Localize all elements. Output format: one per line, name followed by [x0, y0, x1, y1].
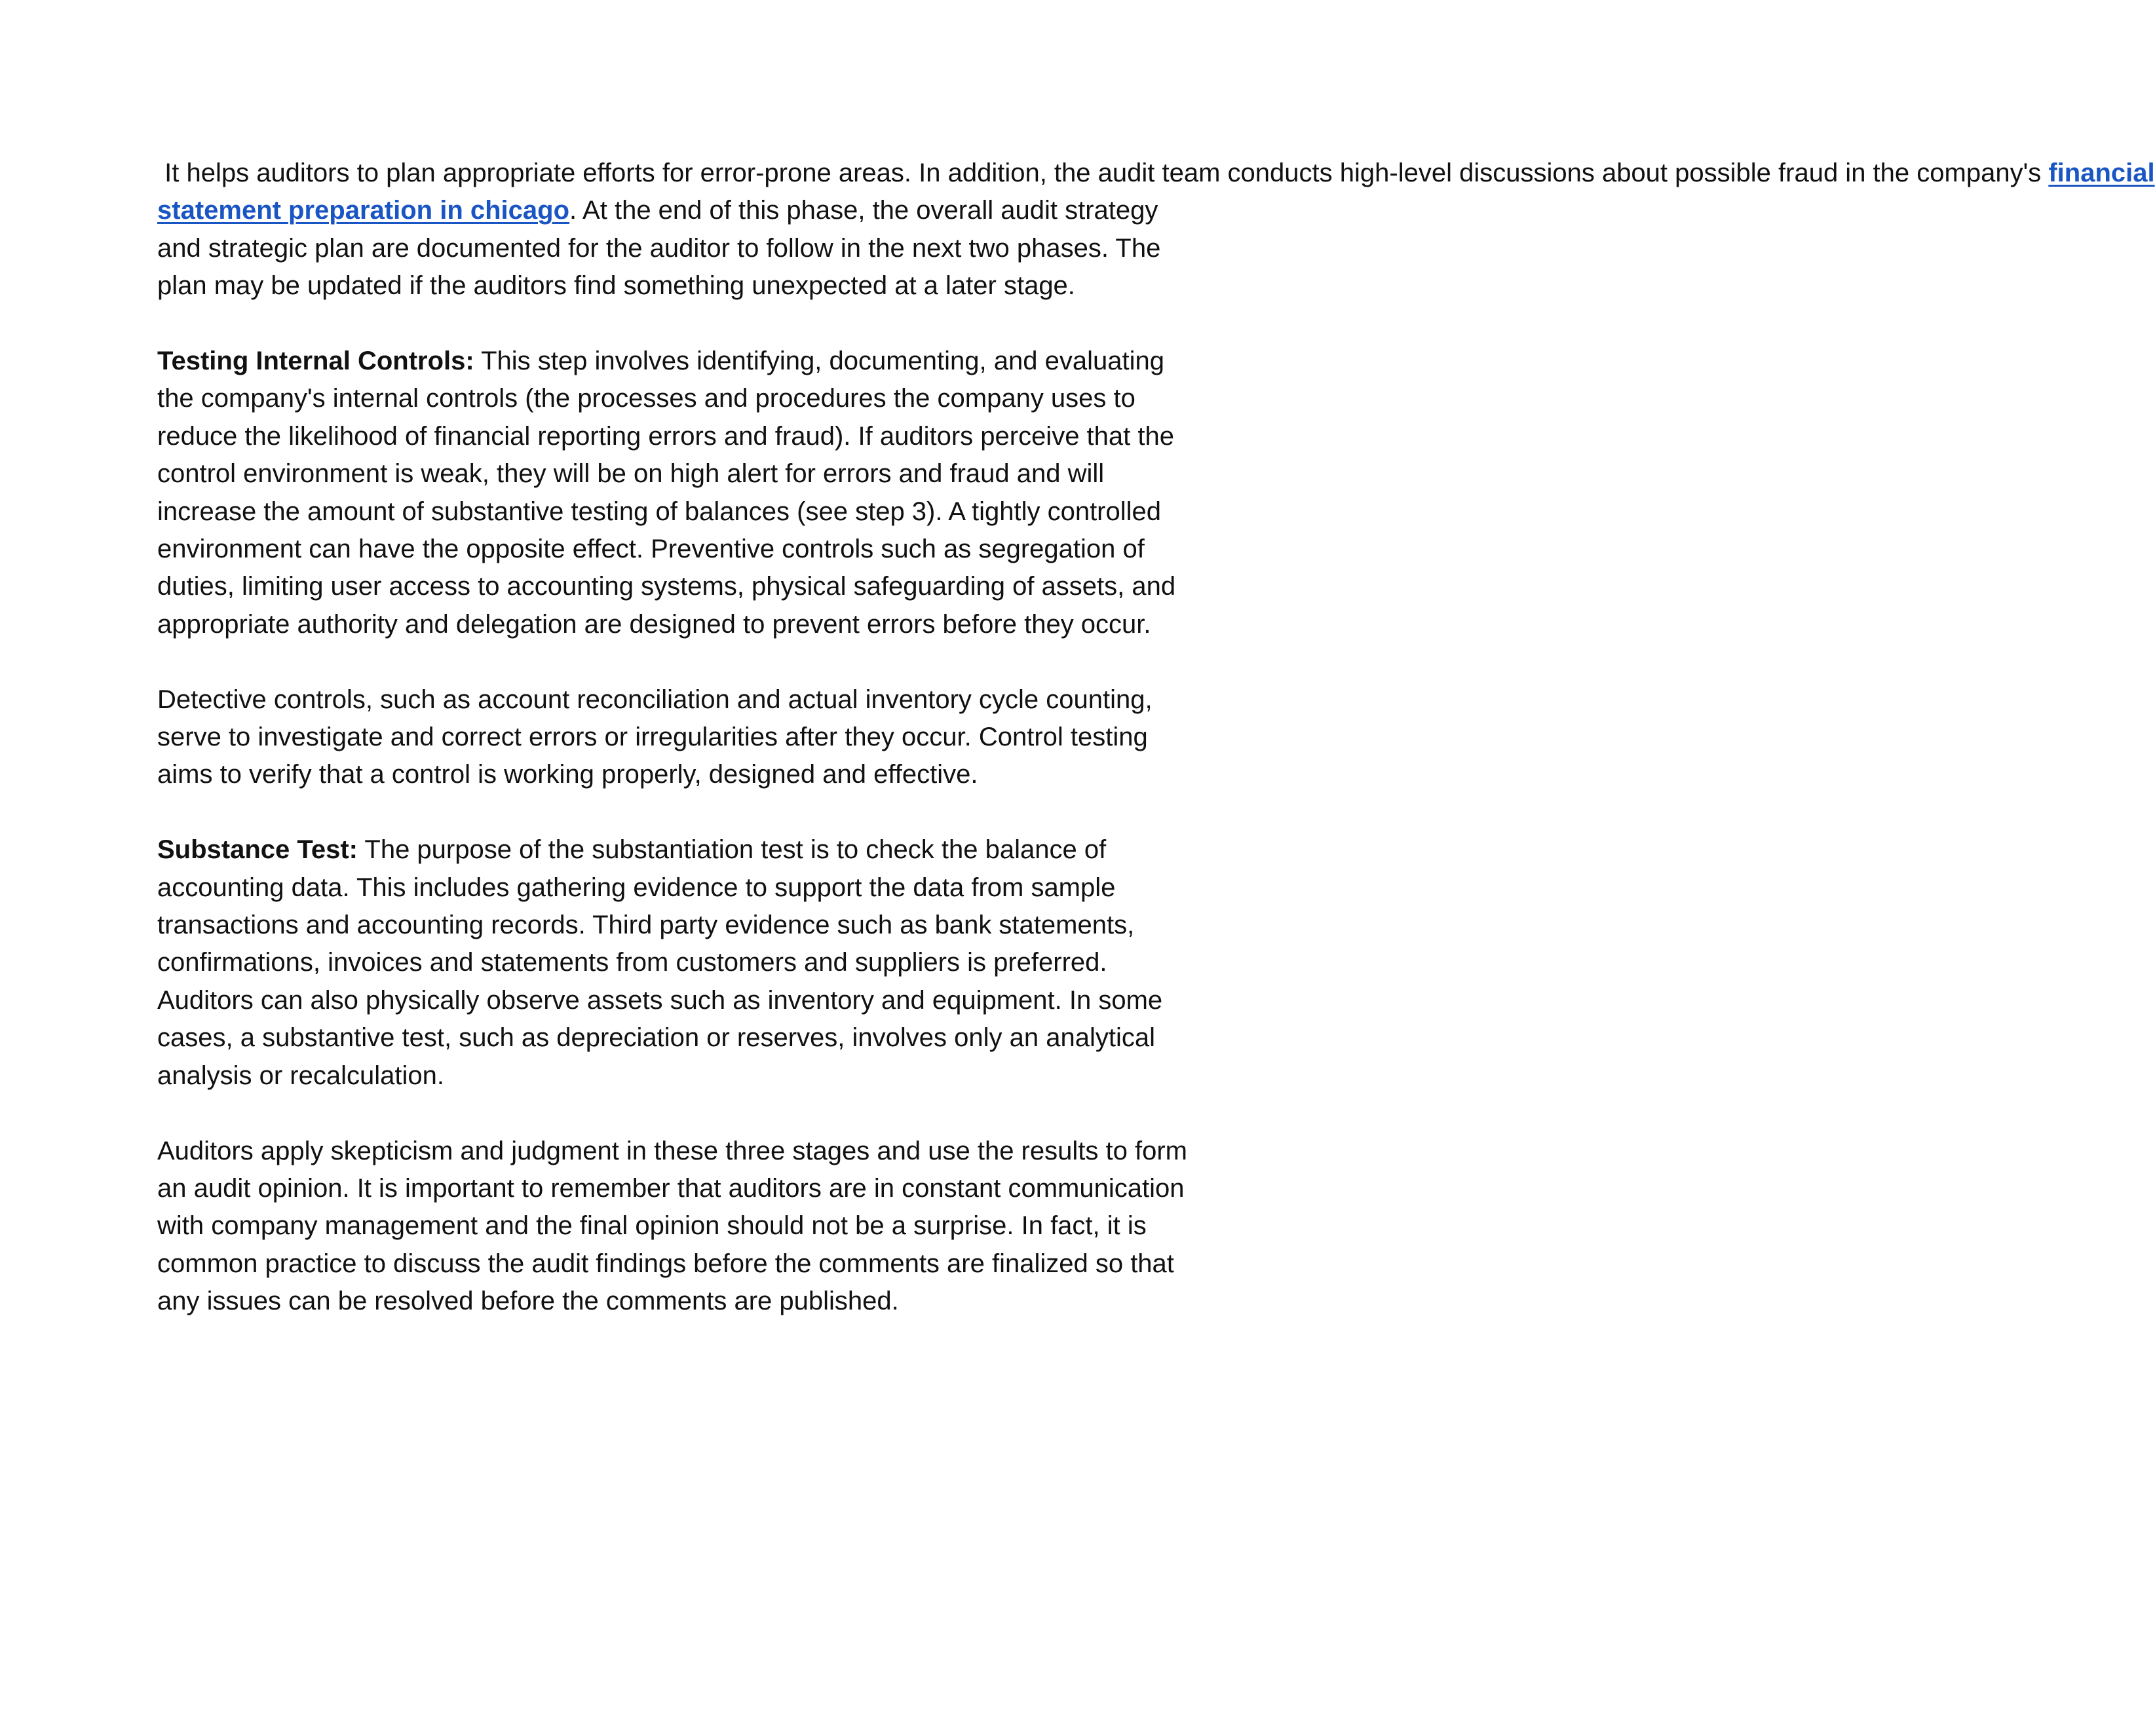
paragraph-text: Auditors apply skepticism and judgment in these three stages and use the results to form an audit opinion. It is important to remember that auditors are in constant communication with company management and the final opinion should not be a surprise. In fact, it is common practice to discuss the audit findings before the comments are finalized so that any issues can be resolved before the comments are published.: [157, 1136, 1187, 1316]
paragraph-audit-opinion: [157, 1133, 1206, 1321]
paragraph-text: . At the end of this phase, the overall audit strategy and strategic plan are documented for the auditor to follow in the next two phases. The plan may be updated if the auditors find something unexpected at a later stage.: [157, 196, 1161, 301]
section-heading-substance-test: Substance Test:: [157, 835, 358, 865]
paragraph-audit-planning: [157, 155, 2155, 305]
paragraph-substance-test: [157, 831, 1206, 1095]
financial-statement-link[interactable]: financial statement preparation in chicago: [157, 159, 2155, 225]
paragraph-text: The purpose of the substantiation test is to check the balance of accounting data. This includes gathering evidence to support the data from sample transactions and accounting records. Third party evidence such as bank statements, confirmations, invoices and statements from customers and suppliers is preferred. Auditors can also physically observe assets such as inventory and equipment. In some cases, a substantive test, such as depreciation or reserves, involves only an analytical analysis or recalculation.: [157, 835, 1163, 1090]
paragraph-detective-controls: [157, 681, 1206, 794]
paragraph-text: This step involves identifying, documenting, and evaluating the company's internal controls (the processes and procedures the company uses to reduce the likelihood of financial reporting errors and fraud). If auditors perceive that the control environment is weak, they will be on high alert for errors and fraud and will increase the amount of substantive testing of balances (see step 3). A tightly controlled environment can have the opposite effect. Preventive controls such as segregation of duties, limiting user access to accounting systems, physical safeguarding of assets, and appropriate authority and delegation are designed to prevent errors before they occur.: [157, 347, 1176, 639]
paragraph-text: Detective controls, such as account reconciliation and actual inventory cycle counting, serve to investigate and correct errors or irregularities after they occur. Control testing aims to verify that a control is working properly, designed and effective.: [157, 685, 1153, 789]
paragraph-testing-internal-controls: [157, 343, 1206, 643]
section-heading-testing-internal-controls: Testing Internal Controls:: [157, 347, 474, 376]
paragraph-text: It helps auditors to plan appropriate efforts for error-prone areas. In addition, the audit team conducts high-level discussions about possible fraud in the company's: [157, 159, 2049, 187]
document-body: [157, 155, 2155, 1358]
